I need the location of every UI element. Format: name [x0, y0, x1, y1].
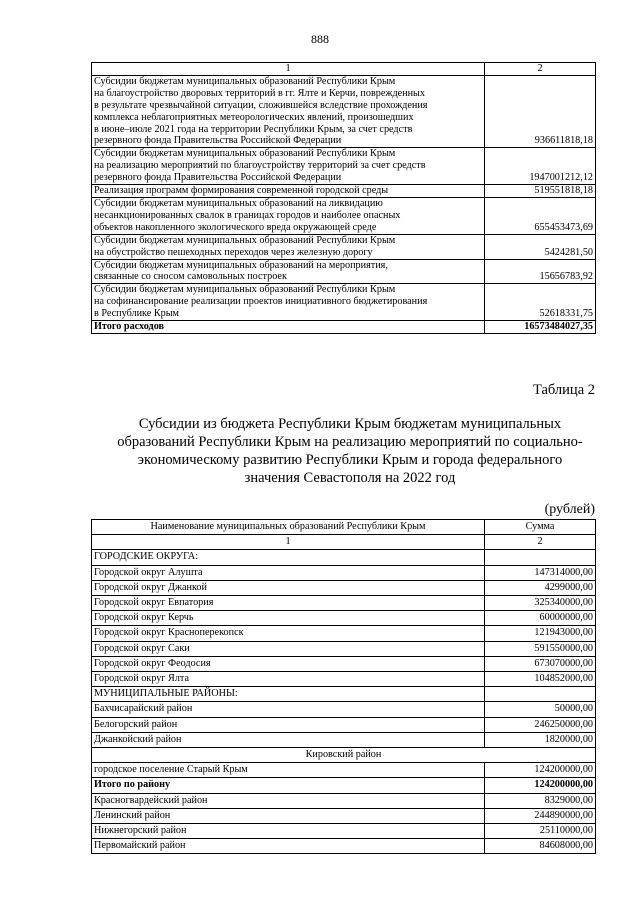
- table-title: [95, 415, 605, 487]
- amount-cell: 4299000,00: [485, 580, 596, 595]
- column-number-cell: 1: [92, 535, 485, 550]
- table-row: [92, 234, 596, 259]
- row-amount-cell: 5424281,50: [485, 234, 596, 259]
- row-description-cell: [92, 259, 485, 284]
- table-row: [92, 75, 596, 147]
- column-header-cell: Наименование муниципальных образований Республики Крым: [92, 520, 485, 535]
- amount-cell: 591550000,00: [485, 641, 596, 656]
- total-label-cell: Итого расходов: [92, 321, 485, 334]
- municipality-name-cell: Городской округ Евпатория: [92, 596, 485, 611]
- municipality-name-cell: Городской округ Джанкой: [92, 580, 485, 595]
- description-line: Субсидии бюджетам муниципальных образований на ликвидацию: [94, 197, 383, 209]
- district-total-row: [92, 778, 596, 793]
- municipality-name-cell: Джанкойский район: [92, 732, 485, 747]
- table-label: Таблица 2: [532, 382, 595, 398]
- row-amount-cell: 936611818,18: [485, 75, 596, 147]
- table-row: [92, 626, 596, 641]
- amount-cell: [485, 550, 596, 565]
- description-line: Субсидии бюджетам муниципальных образований Республики Крым: [94, 284, 396, 296]
- table-row: [92, 148, 596, 185]
- row-amount-cell: 1947001212,12: [485, 148, 596, 185]
- amount-cell: 325340000,00: [485, 596, 596, 611]
- municipality-name-cell: Бахчисарайский район: [92, 702, 485, 717]
- table-row: [92, 808, 596, 823]
- amount-cell: 673070000,00: [485, 656, 596, 671]
- row-amount-cell: 52618331,75: [485, 284, 596, 321]
- column-number-cell: 2: [485, 535, 596, 550]
- municipality-name-cell: Ленинский район: [92, 808, 485, 823]
- amount-cell: 246250000,00: [485, 717, 596, 732]
- description-line: в Республике Крым: [94, 308, 180, 320]
- total-row: [92, 321, 596, 334]
- table-row: [92, 185, 596, 198]
- table-row: [92, 763, 596, 778]
- description-line: Реализация программ формирования современной городской среды: [94, 185, 389, 197]
- title-line: Субсидии из бюджета Республики Крым бюджетам муниципальных: [138, 416, 562, 432]
- municipality-name-cell: Городской округ Феодосия: [92, 656, 485, 671]
- table-header-row: [92, 520, 596, 535]
- table-row: [92, 732, 596, 747]
- municipality-name-cell: Городской округ Ялта: [92, 672, 485, 687]
- description-line: Субсидии бюджетам муниципальных образований на мероприятия,: [94, 259, 388, 271]
- table-numbering-row: [92, 535, 596, 550]
- municipality-name-cell: Первомайский район: [92, 839, 485, 854]
- table-row: [92, 197, 596, 234]
- unit-label: (рублей): [544, 502, 595, 517]
- municipality-name-cell: Белогорский район: [92, 717, 485, 732]
- description-line: резервного фонда Правительства Российской Федерации: [94, 172, 342, 184]
- amount-cell: 121943000,00: [485, 626, 596, 641]
- description-line: на благоустройство дворовых территорий в гг. Ялте и Керчи, поврежденных: [94, 87, 425, 99]
- expenses-table: [91, 62, 596, 334]
- municipality-name-cell: Городской округ Красноперекопск: [92, 626, 485, 641]
- table-row: [92, 596, 596, 611]
- description-line: связанные со сносом самовольных построек: [94, 271, 287, 283]
- amount-cell: 124200000,00: [485, 778, 596, 793]
- municipality-name-cell: Городской округ Саки: [92, 641, 485, 656]
- column-header-cell: Сумма: [485, 520, 596, 535]
- title-line: образований Республики Крым на реализацию мероприятий по социально-: [117, 434, 583, 450]
- description-line: объектов накопленного экологического вреда окружающей среде: [94, 221, 377, 233]
- column-number-cell: 2: [485, 63, 596, 76]
- row-amount-cell: 15656783,92: [485, 259, 596, 284]
- district-header-cell: Кировский район: [92, 748, 596, 763]
- table-row: [92, 611, 596, 626]
- table-row: [92, 793, 596, 808]
- table-row: [92, 641, 596, 656]
- row-description-cell: [92, 75, 485, 147]
- description-line: в результате чрезвычайной ситуации, сложившейся вследствие прохождения: [94, 99, 428, 111]
- row-description-cell: [92, 284, 485, 321]
- description-line: несанкционированных свалок в границах городов и наиболее опасных: [94, 209, 401, 221]
- table-row: [92, 656, 596, 671]
- table-row: [92, 565, 596, 580]
- row-amount-cell: 655453473,69: [485, 197, 596, 234]
- table-row: [92, 259, 596, 284]
- row-description-cell: [92, 197, 485, 234]
- amount-cell: 50000,00: [485, 702, 596, 717]
- section-row: [92, 550, 596, 565]
- amount-cell: 124200000,00: [485, 763, 596, 778]
- table-row: [92, 717, 596, 732]
- municipality-name-cell: Нижнегорский район: [92, 824, 485, 839]
- amount-cell: 104852000,00: [485, 672, 596, 687]
- amount-cell: 8329000,00: [485, 793, 596, 808]
- municipality-name-cell: ГОРОДСКИЕ ОКРУГА:: [92, 550, 485, 565]
- title-line: значения Севастополя на 2022 год: [244, 470, 456, 486]
- district-header-row: [92, 748, 596, 763]
- page-number: 888: [311, 32, 329, 46]
- description-line: Субсидии бюджетам муниципальных образований Республики Крым: [94, 234, 396, 246]
- table-row: [92, 702, 596, 717]
- table-row: [92, 824, 596, 839]
- amount-cell: 244890000,00: [485, 808, 596, 823]
- description-line: на обустройство пешеходных переходов через железную дорогу: [94, 246, 373, 258]
- subsidies-table: [91, 519, 596, 854]
- amount-cell: 1820000,00: [485, 732, 596, 747]
- amount-cell: [485, 687, 596, 702]
- row-description-cell: [92, 148, 485, 185]
- amount-cell: 25110000,00: [485, 824, 596, 839]
- row-amount-cell: 519551818,18: [485, 185, 596, 198]
- total-amount-cell: 16573484027,35: [485, 321, 596, 334]
- row-description-cell: [92, 185, 485, 198]
- municipality-name-cell: Итого по району: [92, 778, 485, 793]
- description-line: в июне–июле 2021 года на территории Республики Крым, за счет средств: [94, 123, 413, 135]
- municipality-name-cell: МУНИЦИПАЛЬНЫЕ РАЙОНЫ:: [92, 687, 485, 702]
- municipality-name-cell: Городской округ Алушта: [92, 565, 485, 580]
- description-line: на софинансирование реализации проектов инициативного бюджетирования: [94, 296, 428, 308]
- table-row: [92, 284, 596, 321]
- title-line: экономическому развитию Республики Крым и города федерального: [137, 452, 563, 468]
- table-row: [92, 580, 596, 595]
- amount-cell: 84608000,00: [485, 839, 596, 854]
- description-line: комплекса неблагоприятных метеорологических явлений, произошедших: [94, 111, 414, 123]
- table-header-row: [92, 63, 596, 76]
- amount-cell: 147314000,00: [485, 565, 596, 580]
- municipality-name-cell: Красногвардейский район: [92, 793, 485, 808]
- amount-cell: 60000000,00: [485, 611, 596, 626]
- section-row: [92, 687, 596, 702]
- column-number-cell: 1: [92, 63, 485, 76]
- row-description-cell: [92, 234, 485, 259]
- table-row: [92, 839, 596, 854]
- description-line: на реализацию мероприятий по благоустройству территорий за счет средств: [94, 160, 426, 172]
- description-line: резервного фонда Правительства Российской Федерации: [94, 135, 342, 147]
- table-row: [92, 672, 596, 687]
- description-line: Субсидии бюджетам муниципальных образований Республики Крым: [94, 148, 396, 160]
- description-line: Субсидии бюджетам муниципальных образований Республики Крым: [94, 75, 396, 87]
- municipality-name-cell: городское поселение Старый Крым: [92, 763, 485, 778]
- municipality-name-cell: Городской округ Керчь: [92, 611, 485, 626]
